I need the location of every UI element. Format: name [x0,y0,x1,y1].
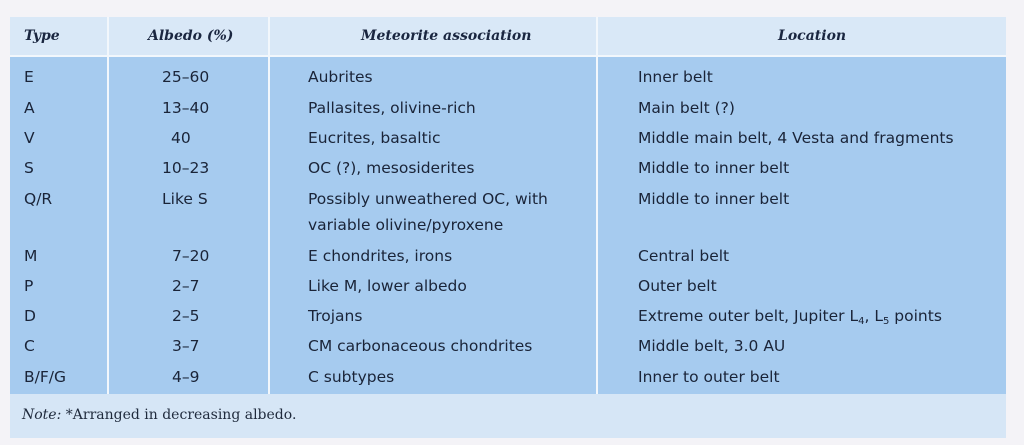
cell-type: B/F/G [24,368,67,386]
cell-albedo: Like S [162,190,208,208]
cell-meteorite: Like M, lower albedo [308,277,467,295]
header-meteorite-association: Meteorite association [361,28,532,44]
cell-meteorite: CM carbonaceous chondrites [308,337,533,355]
cell-location: Main belt (?) [638,99,735,117]
table-note [22,400,296,430]
cell-type: S [24,159,34,177]
cell-albedo: 13–40 [162,99,210,117]
cell-location: Inner belt [638,68,713,86]
cell-type: D [24,307,36,325]
header-location: Location [778,28,847,44]
cell-location: Middle to inner belt [638,159,790,177]
cell-albedo: 7–20 [172,247,210,265]
cell-albedo: 4–9 [172,368,200,386]
cell-albedo: 2–5 [172,307,200,325]
cell-meteorite: E chondrites, irons [308,247,453,265]
cell-meteorite: Trojans [308,307,363,325]
cell-type: P [24,277,34,295]
column-divider-2 [268,17,270,394]
cell-meteorite: OC (?), mesosiderites [308,159,475,177]
cell-location: Extreme outer belt, Jupiter $L_4$, $L_5$ points [638,307,942,327]
cell-location: Inner to outer belt [638,368,780,386]
cell-meteorite: Pallasites, olivine-rich [308,99,476,117]
cell-type: A [24,99,35,117]
cell-albedo: 2–7 [172,277,200,295]
cell-meteorite: C subtypes [308,368,395,386]
cell-location: Middle main belt, 4 Vesta and fragments [638,129,954,147]
cell-meteorite-line2: variable olivine/pyroxene [308,216,504,234]
cell-location: Central belt [638,247,730,265]
cell-albedo: 40 [171,129,191,147]
column-divider-3 [596,17,598,394]
header-type: Type [24,28,60,44]
cell-location: Middle to inner belt [638,190,790,208]
cell-type: Q/R [24,190,53,208]
cell-albedo: 3–7 [172,337,200,355]
asteroid-types-table [10,17,1006,394]
cell-type: C [24,337,35,355]
cell-type: V [24,129,35,147]
cell-meteorite: Aubrites [308,68,373,86]
cell-meteorite: Eucrites, basaltic [308,129,441,147]
cell-albedo: 10–23 [162,159,210,177]
note-label: Note: [22,407,62,423]
cell-type: M [24,247,38,265]
column-divider-1 [107,17,109,394]
cell-albedo: 25–60 [162,68,210,86]
note-text: *Arranged in decreasing albedo. [61,407,297,423]
cell-meteorite: Possibly unweathered OC, with [308,190,548,208]
cell-type: E [24,68,34,86]
header-albedo: Albedo (%) [148,28,234,44]
cell-location: Middle belt, 3.0 AU [638,337,786,355]
cell-location: Outer belt [638,277,717,295]
header-divider [10,55,1006,57]
